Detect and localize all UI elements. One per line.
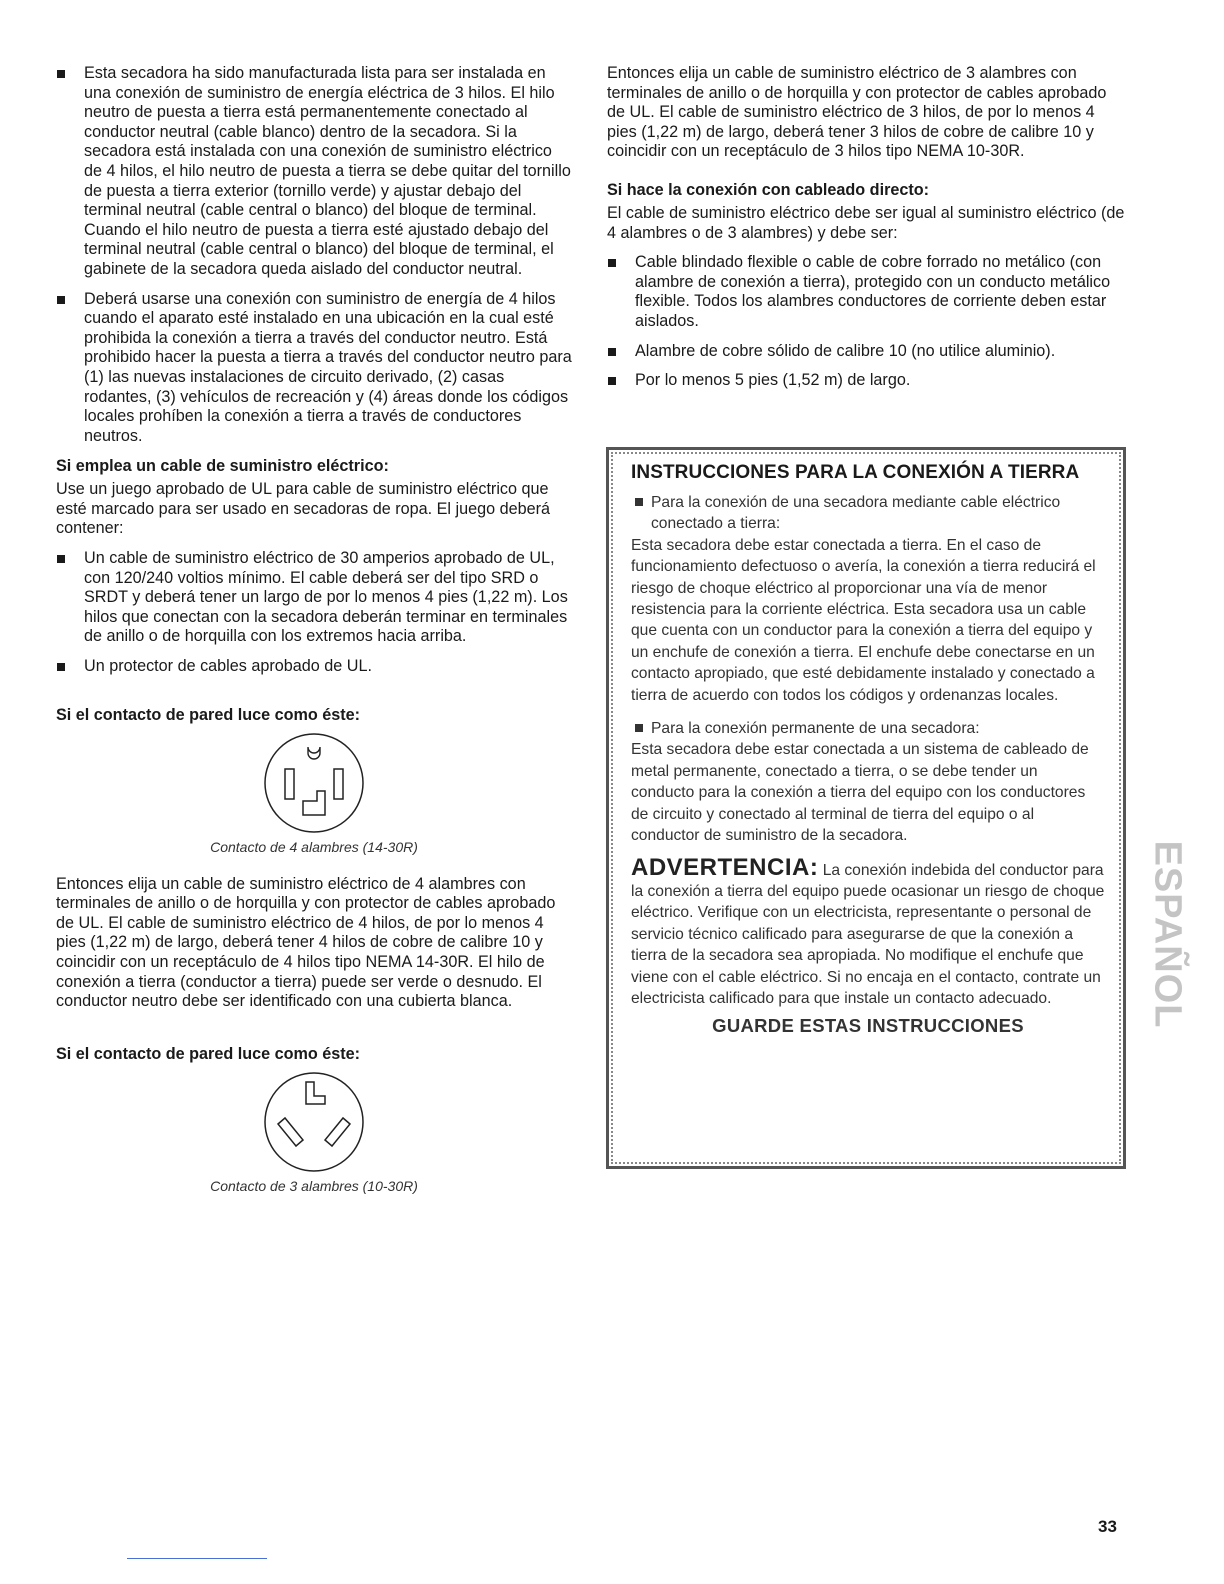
bullet-square-icon (608, 348, 616, 356)
outlet-4-wire-diagram (56, 733, 572, 833)
bullet-square-icon (635, 724, 643, 732)
grounding-box-title: INSTRUCCIONES PARA LA CONEXIÓN A TIERRA (631, 462, 1080, 483)
outlet-heading-4-wire: Si el contacto de pared luce como éste: (56, 705, 361, 724)
list-item: Cable blindado flexible o cable de cobre forrado no metálico (con alambre de conexión a tierra), protegido con un conducto metálico flexible. Todos los alambres conductores de corriente deben estar aislados. (607, 253, 1127, 331)
bullet-square-icon (57, 555, 65, 563)
language-side-tab (1146, 812, 1189, 1057)
outlet-text-4-wire: Entonces elija un cable de suministro eléctrico de 4 alambres con terminales de anillo o de horquilla y con protector de cables aprobado de UL. El cable de suministro eléctrico de 4 hilos, de por lo menos 4 pies (1,22 m) de largo, deberá tener 4 hilos de cobre de calibre 10 y coincidir con un receptáculo de 4 hilos tipo NEMA 14-30R. El hilo de conexión a tierra (conductor a tierra) puede ser verde o desnudo. El conductor neutro debe ser identificado con una cubierta blanca. (56, 874, 556, 1011)
power-cord-heading: Si emplea un cable de suministro eléctrico: (56, 457, 389, 476)
side-tab-label: ESPAÑOL (1146, 840, 1189, 1029)
bullet-square-icon (57, 663, 65, 671)
page-number: 33 (1098, 1517, 1117, 1536)
grounding-bullet-corded: Para la conexión de una secadora mediante cable eléctrico conectado a tierra: (631, 492, 1105, 535)
grounding-text-corded: Esta secadora debe estar conectada a tierra. En el caso de funcionamiento defectuoso o avería, la conexión a tierra reducirá el riesgo de choque eléctrico al proporcionar una vía de menor resistencia para la corriente eléctrica. Esta secadora usa un cable que cuenta con un conductor para la conexión a tierra del equipo y un enchufe de conexión a tierra. El enchufe debe conectarse en un contacto apropiado, que esté debidamente instalado y conectado a tierra de acuerdo con todos los códigos y ordenanzas locales. (631, 536, 1096, 704)
outlet-heading-3-wire: Si el contacto de pared luce como éste: (56, 1044, 361, 1063)
list-item: Esta secadora ha sido manufacturada lista para ser instalada en una conexión de suministro de energía eléctrica de 3 hilos. El hilo neutro de puesta a tierra está permanentemente conectado al conductor neutral (cable blanco) dentro de la secadora. Si la secadora está instalada con una conexión de suministro eléctrico de 4 hilos, el hilo neutro de puesta a tierra se debe quitar del tornillo de puesta a tierra exterior (tornillo verde) y ajustar debajo del terminal neutral (cable central o blanco) del bloque de terminal. Cuando el hilo neutro de puesta a tierra esté ajustado debajo del terminal neutral (cable central o blanco) del bloque de terminal, el gabinete de la secadora queda aislado del conductor neutral. (56, 64, 572, 280)
list-item: Por lo menos 5 pies (1,52 m) de largo. (607, 371, 1127, 391)
outlet-3-wire-diagram (56, 1072, 572, 1172)
grounding-bullet-permanent: Para la conexión permanente de una secadora: (631, 718, 1105, 739)
bullet-square-icon (608, 377, 616, 385)
direct-wire-heading: Si hace la conexión con cableado directo: (607, 180, 930, 199)
direct-wire-bullet-list (607, 253, 1127, 391)
bullet-square-icon (57, 70, 65, 78)
outlet-caption-4-wire: Contacto de 4 alambres (14-30R) (210, 838, 418, 855)
footer-divider (127, 1558, 267, 1559)
direct-wire-text: El cable de suministro eléctrico debe ser igual al suministro eléctrico (de 4 alambres o de 3 alambres) y debe ser: (607, 203, 1125, 242)
save-instructions-label: GUARDE ESTAS INSTRUCCIONES (712, 1015, 1024, 1037)
list-item: Un cable de suministro eléctrico de 30 amperios aprobado de UL, con 120/240 voltios mínimo. El cable deberá ser del tipo SRD o SRDT y deberá tener un largo de por lo menos 4 pies (1,22 m). Los hilos que conectan con la secadora deberán terminar en terminales de anillo o de horquilla con los extremos hacia arriba. (56, 549, 572, 647)
list-item: Un protector de cables aprobado de UL. (56, 657, 572, 677)
right-column (607, 64, 1127, 401)
left-column (56, 64, 572, 1194)
warning-text: La conexión indebida del conductor para la conexión a tierra del equipo puede ocasionar un riesgo de choque eléctrico. Verifique con un electricista, representante o personal de servicio técnico calificado para asegurarse de que la conexión a tierra de la secadora sea apropiada. No modifique el enchufe que viene con el cable eléctrico. Si no encaja en el contacto, contrate un electricista calificado para que instale un contacto adecuado. (631, 861, 1105, 1007)
outlet-text-3-wire: Entonces elija un cable de suministro eléctrico de 3 alambres con terminales de anillo o de horquilla y con protector de cables aprobado de UL. El cable de suministro eléctrico de 3 hilos, de por lo menos 4 pies (1,22 m) de largo, deberá tener 3 hilos de cobre de calibre 10 y coincidir con un receptáculo de 3 hilos tipo NEMA 10-30R. (607, 64, 1107, 161)
grounding-instructions-box (606, 447, 1126, 1169)
bullet-square-icon (608, 259, 616, 267)
bullet-square-icon (635, 498, 643, 506)
warning-label: ADVERTENCIA: (631, 853, 819, 881)
warning-paragraph (631, 853, 1105, 1010)
list-item: Deberá usarse una conexión con suministro de energía de 4 hilos cuando el aparato esté instalado en una ubicación en la cual esté prohibida la conexión a tierra a través del conductor neutro. Está prohibido hacer la puesta a tierra a través del conductor neutro para (1) las nuevas instalaciones de circuito derivado, (2) casas rodantes, (3) vehículos de recreación y (4) áreas donde los códigos locales prohíben la conexión a tierra a través de conductores neutros. (56, 290, 572, 447)
grounding-text-permanent: Esta secadora debe estar conectada a un sistema de cableado de metal permanente, conectado a tierra, o se debe tender un conducto para la conexión a tierra del equipo con los conductores de circuito y conectado al terminal de tierra del equipo o al conductor de suministro de la secadora. (631, 741, 1089, 845)
power-cord-bullet-list (56, 549, 572, 677)
intro-bullet-list (56, 64, 572, 446)
bullet-square-icon (57, 296, 65, 304)
outlet-caption-3-wire: Contacto de 3 alambres (10-30R) (210, 1177, 418, 1194)
outlet-4-wire-icon (259, 733, 369, 833)
power-cord-text: Use un juego aprobado de UL para cable de suministro eléctrico que esté marcado para ser usado en secadoras de ropa. El juego deberá contener: (56, 480, 551, 538)
list-item: Alambre de cobre sólido de calibre 10 (no utilice aluminio). (607, 342, 1127, 362)
outlet-3-wire-icon (259, 1072, 369, 1172)
